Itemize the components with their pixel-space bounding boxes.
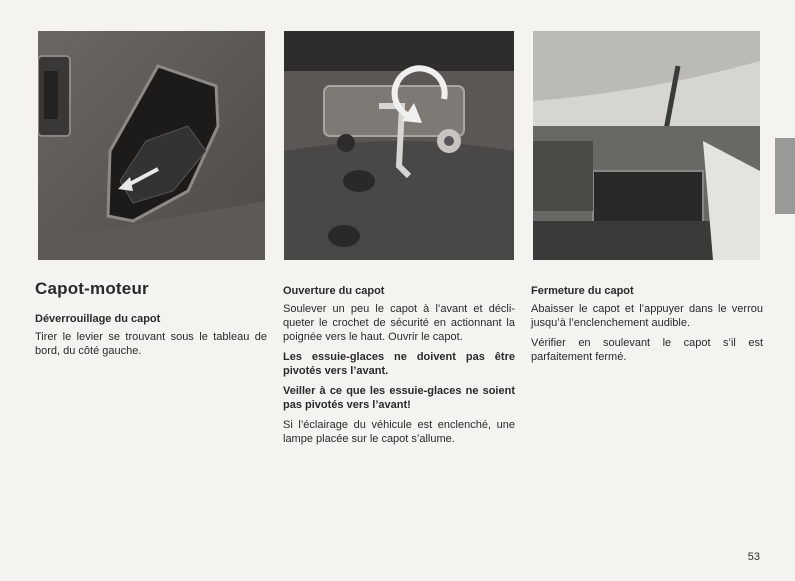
subheading-closing: Fermeture du capot — [531, 285, 634, 297]
engine-bay-photo — [533, 31, 760, 260]
subheading-unlocking: Déverrouillage du capot — [35, 313, 161, 325]
column-1 — [35, 278, 267, 364]
column-2 — [283, 278, 515, 452]
warning-wipers-1: Les essuie-glaces ne doivent pas être pivotés vers l’avant. — [283, 351, 515, 377]
page-number: 53 — [747, 551, 760, 563]
chapter-tab — [775, 138, 795, 214]
closing-check-text: Vérifier en soulevant le capot s’il est parfaitement fermé. — [531, 337, 763, 363]
section-title: Capot-moteur — [35, 279, 149, 298]
column-3 — [531, 278, 763, 370]
hood-release-lever-photo — [38, 31, 265, 260]
warning-wipers-2: Veiller à ce que les essuie-glaces ne soient pas pivotés vers l’avant! — [283, 385, 515, 411]
safety-catch-photo — [284, 31, 514, 260]
subheading-opening: Ouverture du capot — [283, 285, 385, 297]
unlocking-text: Tirer le levier se trouvant sous le tableau de bord, du côté gauche. — [35, 331, 267, 357]
lamp-text: Si l’éclairage du véhicule est enclenché, une lampe placée sur le capot s’allume. — [283, 419, 515, 445]
opening-text: Soulever un peu le capot à l’avant et décliqueter le crochet de sécurité en actionnant la poignée vers le haut. Ouvrir le capot. — [283, 303, 515, 343]
closing-text: Abaisser le capot et l’appuyer dans le verrou jusqu’à l’enclenchement audible. — [531, 303, 763, 329]
